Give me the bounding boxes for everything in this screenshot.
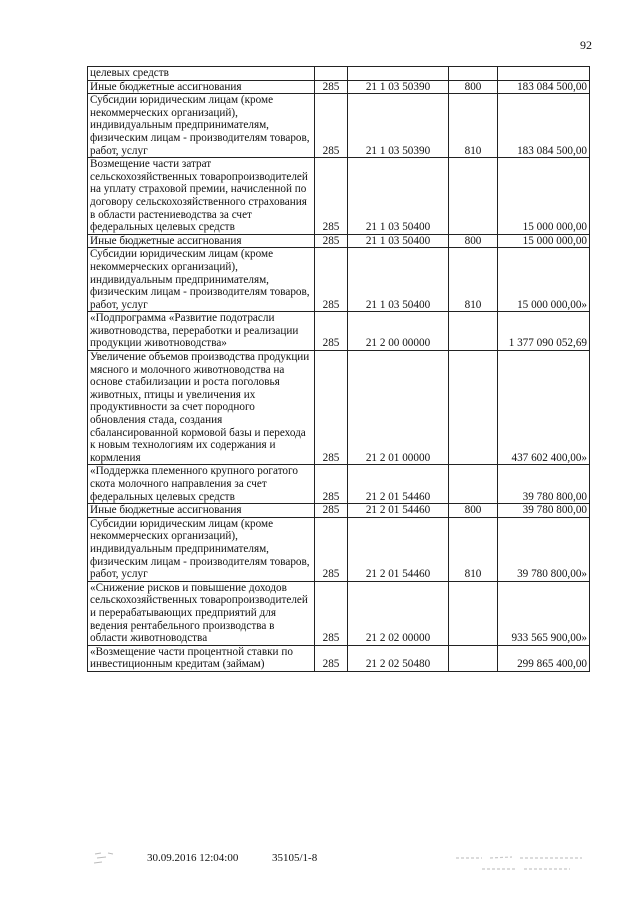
row-expense-type: 800 — [449, 504, 498, 518]
row-target-code: 21 1 03 50390 — [348, 80, 449, 94]
row-name: Возмещение части затрат сельскохозяйственных товаропроизводителей на уплату страховой премии, начисленной по договору сельскохозяйственного страхования в области растениеводства за счет федеральных целевых средств — [88, 158, 315, 235]
row-expense-type — [449, 645, 498, 671]
row-name: Иные бюджетные ассигнования — [88, 234, 315, 248]
row-expense-type: 810 — [449, 517, 498, 581]
table-row — [88, 158, 590, 235]
row-name: «Возмещение части процентной ставки по инвестиционным кредитам (займам) — [88, 645, 315, 671]
row-admin-code: 285 — [315, 645, 348, 671]
row-admin-code: 285 — [315, 234, 348, 248]
table-row — [88, 94, 590, 158]
row-amount: 183 084 500,00 — [498, 94, 590, 158]
row-target-code: 21 2 00 00000 — [348, 312, 449, 351]
row-amount: 39 780 800,00» — [498, 517, 590, 581]
table-row — [88, 351, 590, 465]
row-admin-code: 285 — [315, 94, 348, 158]
table-row — [88, 67, 590, 81]
table-row — [88, 504, 590, 518]
row-amount: 39 780 800,00 — [498, 504, 590, 518]
footer-stamp-left — [92, 848, 116, 868]
row-name: Субсидии юридическим лицам (кроме некоммерческих организаций), индивидуальным предпринимателям, физическим лицам - производителям товаров, работ, услуг — [88, 517, 315, 581]
table-row — [88, 581, 590, 645]
row-expense-type — [449, 312, 498, 351]
row-amount: 437 602 400,00» — [498, 351, 590, 465]
row-admin-code: 285 — [315, 517, 348, 581]
footer-doc-number: 35105/1-8 — [272, 852, 318, 864]
row-admin-code: 285 — [315, 312, 348, 351]
row-name: Иные бюджетные ассигнования — [88, 80, 315, 94]
row-admin-code: 285 — [315, 504, 348, 518]
row-target-code — [348, 67, 449, 81]
table-row — [88, 234, 590, 248]
row-amount: 15 000 000,00» — [498, 248, 590, 312]
footer-stamp-right — [452, 852, 588, 876]
row-name: целевых средств — [88, 67, 315, 81]
row-expense-type — [449, 465, 498, 504]
row-amount: 39 780 800,00 — [498, 465, 590, 504]
row-target-code: 21 2 01 54460 — [348, 517, 449, 581]
row-admin-code — [315, 67, 348, 81]
row-expense-type — [449, 158, 498, 235]
row-target-code: 21 1 03 50390 — [348, 94, 449, 158]
row-target-code: 21 2 01 54460 — [348, 465, 449, 504]
row-amount: 15 000 000,00 — [498, 158, 590, 235]
table-row — [88, 312, 590, 351]
row-name: «Снижение рисков и повышение доходов сельскохозяйственных товаропроизводителей и перерабатывающих предприятий для ведения рентабельного производства в области животноводства — [88, 581, 315, 645]
row-expense-type: 800 — [449, 234, 498, 248]
row-name: «Подпрограмма «Развитие подотрасли животноводства, переработки и реализации продукции животноводства» — [88, 312, 315, 351]
row-amount — [498, 67, 590, 81]
row-admin-code: 285 — [315, 465, 348, 504]
budget-table — [87, 66, 590, 672]
row-admin-code: 285 — [315, 158, 348, 235]
row-admin-code: 285 — [315, 80, 348, 94]
row-target-code: 21 2 02 50480 — [348, 645, 449, 671]
row-name: «Поддержка племенного крупного рогатого скота молочного направления за счет федеральных целевых средств — [88, 465, 315, 504]
table-row — [88, 517, 590, 581]
table-row — [88, 80, 590, 94]
row-amount: 933 565 900,00» — [498, 581, 590, 645]
row-target-code: 21 2 01 00000 — [348, 351, 449, 465]
table-row — [88, 248, 590, 312]
table-row — [88, 645, 590, 671]
table-row — [88, 465, 590, 504]
row-name: Увеличение объемов производства продукции мясного и молочного животноводства на основе стабилизации и роста поголовья животных, птицы и увеличения их продуктивности за счет породного обновления стада, создания сбалансированной кормовой базы и перехода к новым технологиям их содержания и кормления — [88, 351, 315, 465]
row-expense-type: 810 — [449, 248, 498, 312]
row-expense-type — [449, 581, 498, 645]
budget-table-body — [88, 67, 590, 672]
row-target-code: 21 2 01 54460 — [348, 504, 449, 518]
row-admin-code: 285 — [315, 351, 348, 465]
row-expense-type — [449, 351, 498, 465]
row-admin-code: 285 — [315, 581, 348, 645]
row-target-code: 21 1 03 50400 — [348, 234, 449, 248]
row-name: Субсидии юридическим лицам (кроме некоммерческих организаций), индивидуальным предпринимателям, физическим лицам - производителям товаров, работ, услуг — [88, 248, 315, 312]
row-amount: 299 865 400,00 — [498, 645, 590, 671]
row-target-code: 21 1 03 50400 — [348, 158, 449, 235]
row-name: Субсидии юридическим лицам (кроме некоммерческих организаций), индивидуальным предпринимателям, физическим лицам - производителям товаров, работ, услуг — [88, 94, 315, 158]
row-amount: 1 377 090 052,69 — [498, 312, 590, 351]
row-expense-type — [449, 67, 498, 81]
row-expense-type: 810 — [449, 94, 498, 158]
footer-date: 30.09.2016 12:04:00 — [147, 852, 239, 864]
row-amount: 15 000 000,00 — [498, 234, 590, 248]
row-admin-code: 285 — [315, 248, 348, 312]
row-amount: 183 084 500,00 — [498, 80, 590, 94]
row-target-code: 21 1 03 50400 — [348, 248, 449, 312]
page-number: 92 — [580, 38, 592, 52]
row-target-code: 21 2 02 00000 — [348, 581, 449, 645]
row-expense-type: 800 — [449, 80, 498, 94]
row-name: Иные бюджетные ассигнования — [88, 504, 315, 518]
